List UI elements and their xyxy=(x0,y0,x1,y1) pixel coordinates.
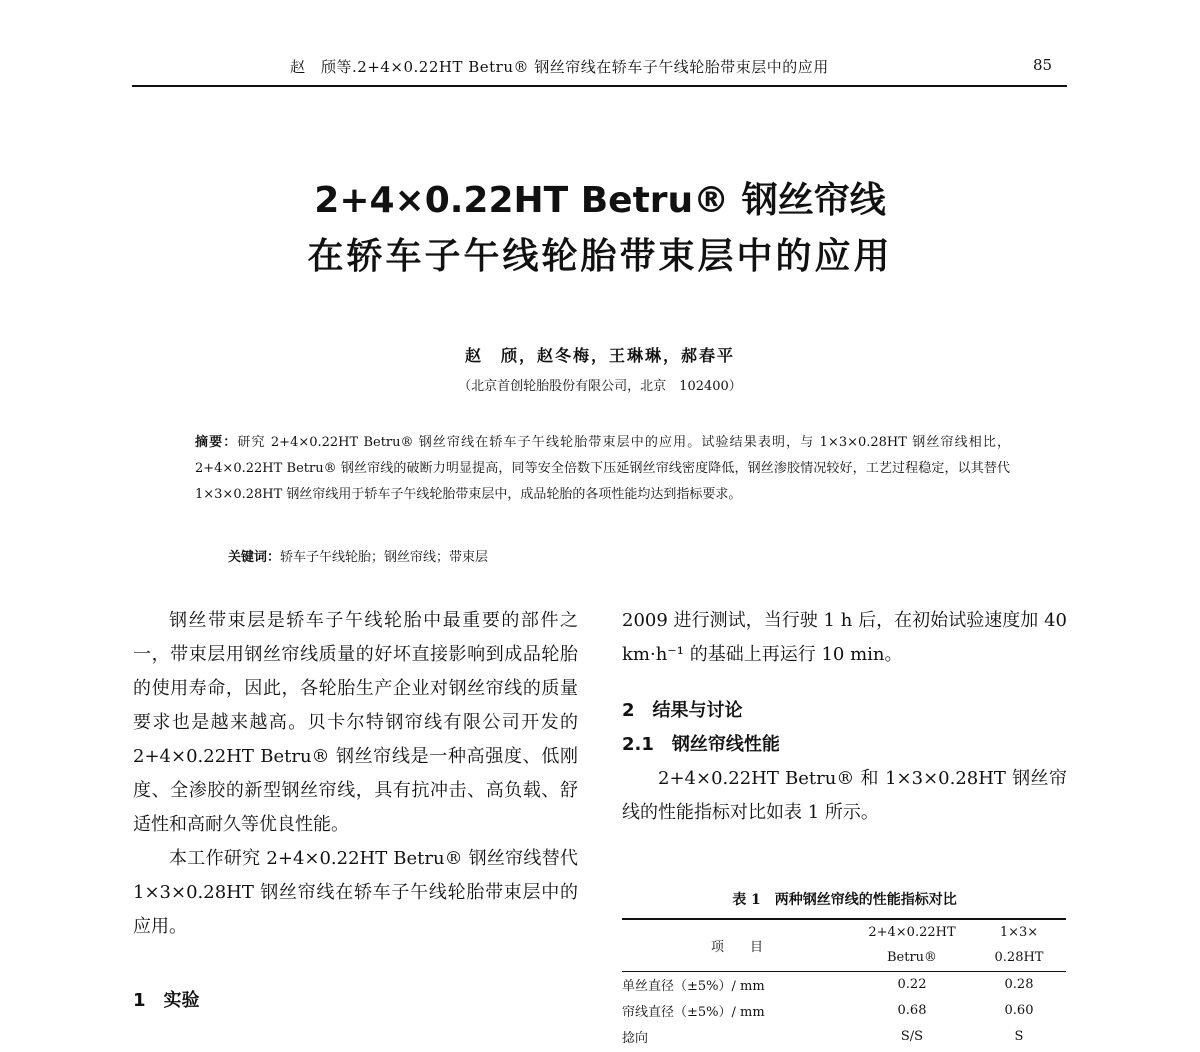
running-header: 赵 颀等.2+4×0.22HT Betru® 钢丝帘线在轿车子午线轮胎带束层中的应用 xyxy=(290,58,829,76)
table-row xyxy=(622,1023,1066,1049)
title-line-1: 2+4×0.22HT Betru® 钢丝帘线 xyxy=(314,180,886,221)
row-value-1: S/S xyxy=(900,1028,924,1044)
header-item: 项 目 xyxy=(622,919,852,971)
table-1 xyxy=(622,918,1066,1049)
continued-paragraph: 2009 进行测试，当行驶 1 h 后，在初始试验速度加 40 km·h⁻¹ 的基础上再运行 10 min。 xyxy=(622,610,1067,665)
header-col2-line1: 2+4×0.22HT xyxy=(868,925,956,940)
abstract-label: 摘要： xyxy=(195,435,238,450)
intro-paragraph-1: 钢丝带束层是轿车子午线轮胎中最重要的部件之一，带束层用钢丝帘线质量的好坏直接影响到成品轮胎的使用寿命，因此，各轮胎生产企业对钢丝帘线的质量要求也是越来越高。贝卡尔特钢帘线有限公司开发的 2+4×0.22HT Betru® 钢丝帘线是一种高强度、低刚度、全渗胶的新型钢丝帘线，具有抗冲击、高负载、舒适性和高耐久等优良性能。 xyxy=(133,610,578,835)
keywords-text: 轿车子午线轮胎；钢丝帘线；带束层 xyxy=(280,550,489,565)
row-item: 帘线直径（±5%）/ mm xyxy=(622,1004,765,1020)
properties-table xyxy=(622,918,1066,1049)
right-column xyxy=(622,604,1067,830)
row-value-2: 0.28 xyxy=(1004,976,1034,992)
section-heading-2: 2 结果与讨论 xyxy=(622,700,743,721)
header-col2-line2: Betru® xyxy=(886,950,938,966)
header-col3-line2: 0.28HT xyxy=(994,950,1044,966)
left-column xyxy=(133,604,578,1018)
row-value-2: S xyxy=(1014,1028,1024,1044)
affiliation: （北京首创轮胎股份有限公司，北京 102400） xyxy=(458,379,742,394)
table-row xyxy=(622,997,1066,1023)
table-header-row xyxy=(622,919,1066,945)
row-value-1: 0.22 xyxy=(897,976,927,992)
row-item: 单丝直径（±5%）/ mm xyxy=(622,978,765,994)
keywords xyxy=(228,546,488,565)
section-heading-1: 1 实验 xyxy=(133,990,200,1011)
abstract-text: 研究 2+4×0.22HT Betru® 钢丝帘线在轿车子午线轮胎带束层中的应用。试验结果表明，与 1×3×0.28HT 钢丝帘线相比，2+4×0.22HT Betru® 钢丝帘线的破断力明显提高，同等安全倍数下压延钢丝帘线密度降低，钢丝渗胶情况较好，工艺过程稳定，以其替代 1×3×0.28HT 钢丝帘线用于轿车子午线轮胎带束层中，成品轮胎的各项性能均达到指标要求。 xyxy=(195,435,1010,502)
section-heading-2-1: 2.1 钢丝帘线性能 xyxy=(622,734,780,755)
page-number: 85 xyxy=(1033,56,1053,74)
row-value-2: 0.60 xyxy=(1004,1002,1034,1018)
table-caption: 表 1 两种钢丝帘线的性能指标对比 xyxy=(732,892,957,908)
row-item: 捻向 xyxy=(622,1030,649,1046)
title-line-2: 在轿车子午线轮胎带束层中的应用 xyxy=(307,236,893,277)
section-2-1-paragraph: 2+4×0.22HT Betru® 和 1×3×0.28HT 钢丝帘线的性能指标对比如表 1 所示。 xyxy=(622,768,1067,823)
row-value-1: 0.68 xyxy=(897,1002,927,1018)
table-row xyxy=(622,971,1066,997)
header-col3-line1: 1×3× xyxy=(999,925,1039,940)
abstract xyxy=(195,430,1010,508)
intro-paragraph-2: 本工作研究 2+4×0.22HT Betru® 钢丝帘线替代 1×3×0.28HT 钢丝帘线在轿车子午线轮胎带束层中的应用。 xyxy=(133,848,578,937)
keywords-label: 关键词： xyxy=(228,550,281,565)
header-rule xyxy=(132,85,1067,87)
authors: 赵 颀，赵冬梅，王琳琳，郝春平 xyxy=(464,346,735,365)
